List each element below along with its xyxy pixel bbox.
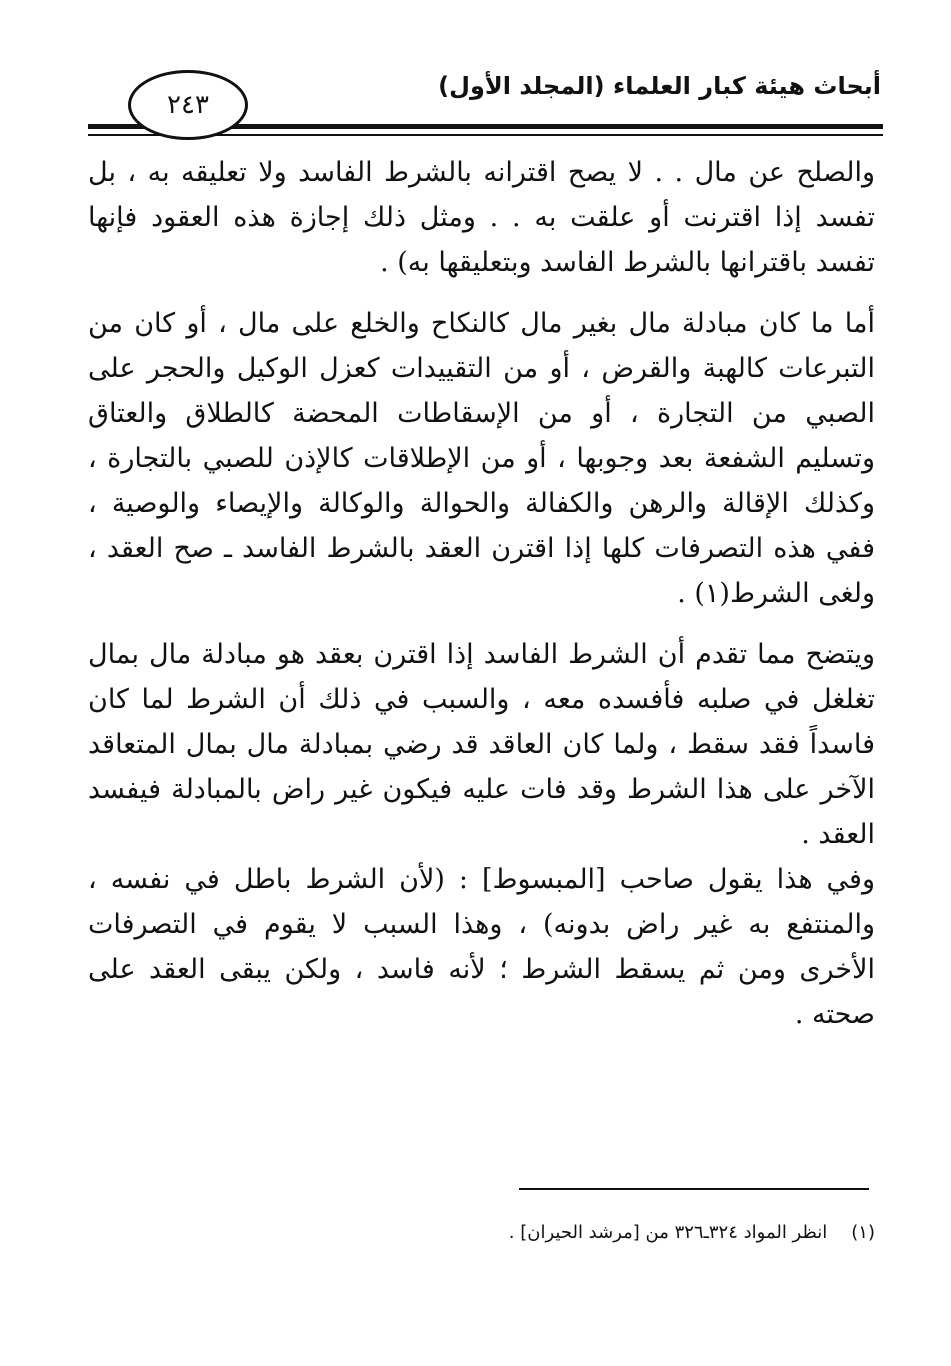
page-number: ٢٤٣ — [128, 70, 248, 140]
paragraph-1: والصلح عن مال . . لا يصح اقترانه بالشرط الفاسد ولا تعليقه به ، بل تفسد إذا اقترنت أو علقت به . . ومثل ذلك إجازة هذه العقود فإنها تفسد باقترانها بالشرط الفاسد وبتعليقها به) . — [88, 157, 875, 278]
footnote-separator — [519, 1188, 869, 1190]
paragraph-4: وفي هذا يقول صاحب [المبسوط] : (لأن الشرط باطل في نفسه ، والمنتفع به غير راض بدونه) ، وهذا السبب لا يقوم في التصرفات الأخرى ومن ثم يسقط الشرط ؛ لأنه فاسد ، ولكن يبقى العقد على صحته . — [88, 864, 875, 1030]
page-body — [88, 150, 875, 1037]
footnote-1 — [509, 1222, 875, 1243]
footnote-marker: (١) — [851, 1222, 875, 1243]
paragraph-2: أما ما كان مبادلة مال بغير مال كالنكاح والخلع على مال ، أو كان من التبرعات كالهبة والقرض ، أو من التقييدات كعزل الوكيل والحجر على الصبي من التجارة ، أو من الإسقاطات المحضة كالطلاق والعتاق وتسليم الشفعة بعد وجوبها ، أو من الإطلاقات كالإذن للصبي بالتجارة ، وكذلك الإقالة والرهن والكفالة والحوالة والوكالة والإيصاء والوصية ، ففي هذه التصرفات كلها إذا اقترن العقد بالشرط الفاسد ـ صح العقد ، ولغى الشرط(١) . — [88, 308, 875, 609]
footnote-text: انظر المواد ٣٢٤ـ٣٢٦ من [مرشد الحيران] . — [508, 1222, 828, 1243]
running-header-title: أبحاث هيئة كبار العلماء (المجلد الأول) — [438, 72, 881, 100]
paragraph-3: ويتضح مما تقدم أن الشرط الفاسد إذا اقترن بعقد هو مبادلة مال بمال تغلغل في صلبه فأفسده معه ، والسبب في ذلك أن الشرط لما كان فاسداً فقد سقط ، ولما كان العاقد قد رضي بمبادلة مال بمال المتعاقد الآخر على هذا الشرط وقد فات عليه فيكون غير راض بالمبادلة فيفسد العقد . — [88, 639, 875, 850]
